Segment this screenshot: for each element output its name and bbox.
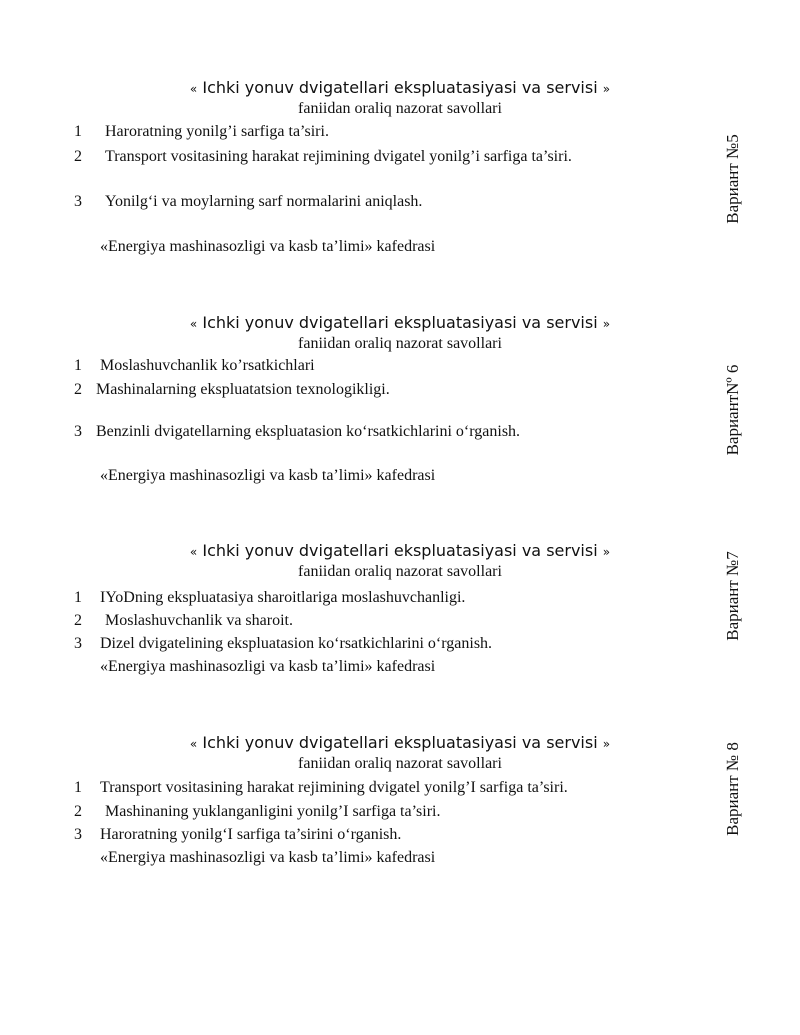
question-number: 2 [74, 803, 82, 820]
question-number: 3 [74, 193, 82, 210]
question-text: Mashinalarning ekspluatatsion texnologikligi. [96, 381, 390, 398]
variant-label: Вариант №7 [723, 551, 742, 641]
question-number: 2 [74, 148, 82, 165]
question-number: 3 [74, 826, 82, 843]
section-title [0, 313, 800, 332]
variant-label: Вариант №5 [723, 134, 742, 224]
department-line: «Energiya mashinasozligi va kasb ta’limi» kafedrasi [100, 658, 436, 675]
section-title-text: Ichki yonuv dvigatellari ekspluatasiyasi va servisi [202, 733, 598, 752]
quote-close: » [602, 737, 611, 751]
section-title [0, 733, 800, 752]
section-subtitle: faniidan oraliq nazorat savollari [298, 563, 502, 580]
question-number: 2 [74, 612, 82, 629]
quote-open: « [189, 545, 198, 559]
quote-close: » [602, 317, 611, 331]
section-title [0, 78, 800, 97]
quote-open: « [189, 317, 198, 331]
question-text: Transport vositasining harakat rejimining dvigatel yonilg’I sarfiga ta’siri. [100, 779, 568, 796]
quote-open: « [189, 82, 198, 96]
question-text: Transport vositasining harakat rejimining dvigatel yonilg’i sarfiga ta’siri. [105, 148, 572, 165]
question-text: Haroratning yonilg’i sarfiga ta’siri. [105, 123, 329, 140]
department-line: «Energiya mashinasozligi va kasb ta’limi» kafedrasi [100, 238, 436, 255]
question-text: Mashinaning yuklanganligini yonilg’I sarfiga ta’siri. [105, 803, 441, 820]
quote-close: » [602, 545, 611, 559]
quote-close: » [602, 82, 611, 96]
section-subtitle: faniidan oraliq nazorat savollari [298, 755, 502, 772]
question-text: Haroratning yonilg‘I sarfiga ta’sirini o‘rganish. [100, 826, 402, 843]
section-title-text: Ichki yonuv dvigatellari ekspluatasiyasi va servisi [202, 78, 598, 97]
question-number: 1 [74, 589, 82, 606]
question-number: 3 [74, 635, 82, 652]
question-number: 2 [74, 381, 82, 398]
section-subtitle: faniidan oraliq nazorat savollari [298, 335, 502, 352]
question-text: IYoDning ekspluatasiya sharoitlariga moslashuvchanligi. [100, 589, 466, 606]
question-number: 1 [74, 779, 82, 796]
question-number: 1 [74, 357, 82, 374]
question-number: 3 [74, 423, 82, 440]
section-subtitle: faniidan oraliq nazorat savollari [298, 100, 502, 117]
question-number: 1 [74, 123, 82, 140]
quote-open: « [189, 737, 198, 751]
question-text: Moslashuvchanlik va sharoit. [105, 612, 293, 629]
section-title-text: Ichki yonuv dvigatellari ekspluatasiyasi va servisi [202, 541, 598, 560]
department-line: «Energiya mashinasozligi va kasb ta’limi» kafedrasi [100, 849, 436, 866]
question-text: Yonilg‘i va moylarning sarf normalarini aniqlash. [105, 193, 423, 210]
question-text: Dizel dvigatelining ekspluatasion ko‘rsatkichlarini o‘rganish. [100, 635, 493, 652]
question-text: Benzinli dvigatellarning ekspluatasion ko‘rsatkichlarini o‘rganish. [96, 423, 521, 440]
question-text: Moslashuvchanlik ko’rsatkichlari [100, 357, 315, 374]
variant-label: ВариантNº 6 [723, 364, 742, 456]
section-title-text: Ichki yonuv dvigatellari ekspluatasiyasi va servisi [202, 313, 598, 332]
department-line: «Energiya mashinasozligi va kasb ta’limi» kafedrasi [100, 467, 436, 484]
variant-label: Вариант № 8 [723, 742, 742, 836]
section-title [0, 541, 800, 560]
